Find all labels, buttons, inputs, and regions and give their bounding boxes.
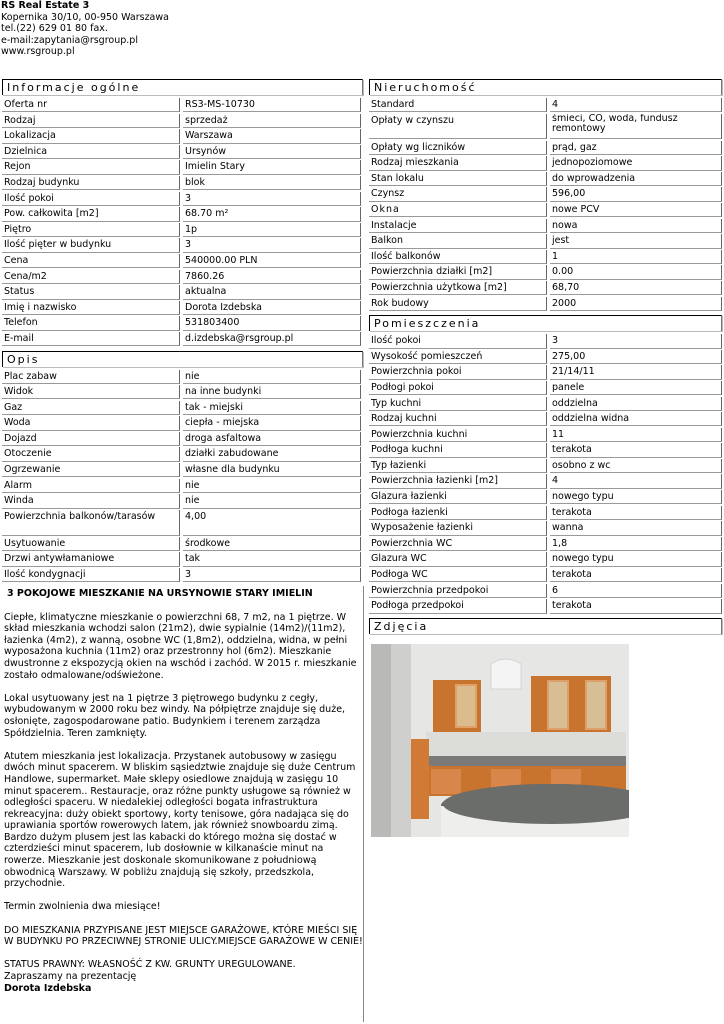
property-label: Instalacje (369, 219, 547, 233)
right-column (369, 79, 722, 637)
property-label: Rodzaj mieszkania (369, 156, 547, 170)
property-value: 0.00 (550, 265, 722, 279)
opis-value: własne dla budynku (183, 463, 361, 477)
agency-email[interactable]: e-mail:zapytania@rsgroup.pl (1, 34, 138, 46)
property-row (369, 141, 722, 157)
general-row (2, 301, 363, 317)
section-general-title: Informacje ogólne (2, 79, 363, 95)
opis-row (2, 552, 363, 568)
property-value: 4 (550, 98, 722, 112)
description-paragraph-1: Ciepłe, klimatyczne mieszkanie o powierzchni 68, 7 m2, na 1 piętrze. W skład mieszkania wchodzi salon (21m2), dwie sypialnie (14m2)/(11m2), łazienka (4m2), z wanną, osobne WC (1,8m2), oddzielna, widna, w pełni wyposażona kuchnia (11m2) oraz przestronny hol (6m2). Mieszkanie dwustronne z ekspozycją okien na wschód i zachód. W 2015 r. mieszkanie zostało odmalowane/odświeżone. (4, 611, 357, 681)
property-table (369, 98, 722, 312)
rooms-row (369, 428, 722, 444)
general-row (2, 332, 363, 348)
description-headline: 3 POKOJOWE MIESZKANIE NA URSYNOWIE STARY IMIELIN (7, 588, 313, 599)
rooms-label: Podłoga łazienki (369, 506, 547, 520)
opis-row (2, 401, 363, 417)
property-value: jednopoziomowe (550, 156, 722, 170)
general-value: sprzedaż (183, 114, 361, 128)
opis-row (2, 568, 363, 584)
legal-status: STATUS PRAWNY: WŁASNOŚĆ Z KW. GRUNTY UREGULOWANE. (4, 959, 296, 971)
section-rooms-title: Pomieszczenia (369, 315, 722, 331)
section-property-title: Nieruchomość (369, 79, 722, 95)
rooms-row (369, 584, 722, 600)
property-label: Ilość balkonów (369, 250, 547, 264)
general-row (2, 129, 363, 145)
description-paragraph-6 (4, 959, 363, 994)
general-row (2, 270, 363, 286)
property-label: Standard (369, 98, 547, 112)
agency-phone: tel.(22) 629 01 80 fax. (1, 23, 108, 34)
general-row (2, 98, 363, 114)
property-label: Stan lokalu (369, 172, 547, 186)
opis-label: Woda (2, 416, 180, 430)
rooms-row (369, 334, 722, 350)
general-label: Rodzaj budynku (2, 176, 180, 190)
general-value: 531803400 (183, 316, 361, 330)
rooms-value: nowego typu (550, 552, 722, 566)
general-label: E-mail (2, 332, 180, 346)
general-value: Ursynów (183, 145, 361, 159)
general-row (2, 207, 363, 223)
agency-website[interactable]: www.rsgroup.pl (1, 46, 75, 57)
agency-header (1, 0, 169, 58)
rooms-row (369, 537, 722, 553)
rooms-value: osobno z wc (550, 459, 722, 473)
general-value: 7860.26 (183, 270, 361, 284)
rooms-label: Ilość pokoi (369, 334, 547, 348)
opis-row (2, 447, 363, 463)
opis-row (2, 416, 363, 432)
property-value: prąd, gaz (550, 141, 722, 155)
property-label: Opłaty wg liczników (369, 141, 547, 155)
general-value: Imielin Stary (183, 160, 361, 174)
property-row (369, 172, 722, 188)
agency-name: RS Real Estate 3 (1, 0, 90, 11)
property-row (369, 234, 722, 250)
rooms-label: Glazura łazienki (369, 490, 547, 504)
general-value: Warszawa (183, 129, 361, 143)
opis-label: Ogrzewanie (2, 463, 180, 477)
rooms-label: Wyposażenie łazienki (369, 521, 547, 535)
rooms-row (369, 365, 722, 381)
rooms-label: Powierzchnia łazienki [m2] (369, 474, 547, 488)
property-value: 1 (550, 250, 722, 264)
general-label: Pow. całkowita [m2] (2, 207, 180, 221)
general-label: Piętro (2, 223, 180, 237)
agency-address: Kopernika 30/10, 00-950 Warszawa (1, 11, 169, 23)
general-row (2, 316, 363, 332)
general-label: Oferta nr (2, 98, 180, 112)
general-row (2, 285, 363, 301)
rooms-value: panele (550, 381, 722, 395)
rooms-row (369, 459, 722, 475)
rooms-row (369, 552, 722, 568)
opis-label: Drzwi antywłamaniowe (2, 552, 180, 566)
opis-row (2, 494, 363, 510)
invitation: Zapraszamy na prezentację (4, 971, 137, 982)
general-label: Imię i nazwisko (2, 301, 180, 315)
property-value: śmieci, CO, woda, fundusz remontowy (550, 114, 722, 140)
general-value: 540000.00 PLN (183, 254, 361, 268)
section-photos-title: Zdjęcia (369, 618, 722, 634)
general-value: aktualna (183, 285, 361, 299)
rooms-label: Wysokość pomieszczeń (369, 350, 547, 364)
property-label: Balkon (369, 234, 547, 248)
property-label: Okna (369, 203, 547, 217)
description-paragraph-3: Atutem mieszkania jest lokalizacja. Przystanek autobusowy w zasięgu dwóch minut spacerem. W bliskim sąsiedztwie znajduje się duże Centrum Handlowe, supermarket. Małe sklepy osiedlowe znajdują w zasięgu 10 minut spacerem.. Restauracje, oraz różne punkty usługowe są również w odległości spaceru. W niedalekiej odległości bogata infrastruktura rekreacyjna: duży obiekt sportowy, korty tenisowe, góra nadająca się do uprawiania sportów rowerowych latem, jak również snowboardu zimą. Bardzo dużym plusem jest las kabacki do którego można się dostać w czterdzieści minut spacerem, lub dosłownie w kilkanaście minut na rowerze. Mieszkanie jest doskonale skomunikowane z południową obwodnicą Warszawy. W pobliżu znajdują się szkoły, przedszkola, przychodnie. (4, 750, 356, 890)
property-row (369, 250, 722, 266)
opis-label: Gaz (2, 401, 180, 415)
general-value: 1p (183, 223, 361, 237)
opis-label: Usytuowanie (2, 537, 180, 551)
general-label: Cena/m2 (2, 270, 180, 284)
general-label: Lokalizacja (2, 129, 180, 143)
general-row (2, 114, 363, 130)
rooms-label: Podłoga przedpokoi (369, 599, 547, 613)
rooms-value: nowego typu (550, 490, 722, 504)
general-label: Ilość pięter w budynku (2, 238, 180, 252)
opis-row (2, 510, 363, 537)
rooms-row (369, 490, 722, 506)
general-label: Dzielnica (2, 145, 180, 159)
general-value: 3 (183, 192, 361, 206)
opis-value: ciepła - miejska (183, 416, 361, 430)
rooms-value: 6 (550, 584, 722, 598)
general-row (2, 223, 363, 239)
kitchen-photo-image (371, 644, 629, 837)
property-label: Powierzchnia działki [m2] (369, 265, 547, 279)
opis-label: Powierzchnia balkonów/tarasów (2, 510, 180, 536)
rooms-value: oddzielna widna (550, 412, 722, 426)
opis-value: na inne budynki (183, 385, 361, 399)
property-label: Czynsz (369, 187, 547, 201)
general-row (2, 145, 363, 161)
opis-row (2, 370, 363, 386)
property-row (369, 219, 722, 235)
opis-label: Winda (2, 494, 180, 508)
opis-value: 3 (183, 568, 361, 582)
general-label: Rodzaj (2, 114, 180, 128)
opis-value: działki zabudowane (183, 447, 361, 461)
general-value: Dorota Izdebska (183, 301, 361, 315)
rooms-value: terakota (550, 443, 722, 457)
rooms-row (369, 397, 722, 413)
opis-value: 4,00 (183, 510, 361, 536)
general-value: RS3-MS-10730 (183, 98, 361, 112)
rooms-row (369, 443, 722, 459)
opis-label: Alarm (2, 479, 180, 493)
opis-value: środkowe (183, 537, 361, 551)
opis-label: Dojazd (2, 432, 180, 446)
rooms-value: 1,8 (550, 537, 722, 551)
description-paragraph-4: Termin zwolnienia dwa miesiące! (4, 901, 161, 913)
rooms-value: 21/14/11 (550, 365, 722, 379)
description-paragraph-2: Lokal usytuowany jest na 1 piętrze 3 piętrowego budynku z cegły, wybudowanym w 2000 roku bez windy. Na półpiętrze znajduje się duże, osłonięte, zagospodarowane patio. Budynkiem i terenem zarządza Spółdzielnia. Teren zamknięty. (4, 692, 346, 739)
opis-table (2, 370, 363, 584)
general-label: Cena (2, 254, 180, 268)
general-table (2, 98, 363, 348)
rooms-label: Podłogi pokoi (369, 381, 547, 395)
property-row (369, 114, 722, 141)
opis-row (2, 537, 363, 553)
rooms-row (369, 521, 722, 537)
property-row (369, 187, 722, 203)
rooms-row (369, 506, 722, 522)
rooms-label: Powierzchnia kuchni (369, 428, 547, 442)
rooms-label: Powierzchnia przedpokoi (369, 584, 547, 598)
general-label: Rejon (2, 160, 180, 174)
rooms-row (369, 412, 722, 428)
general-label: Telefon (2, 316, 180, 330)
rooms-value: wanna (550, 521, 722, 535)
agent-signature: Dorota Izdebska (4, 982, 92, 994)
opis-value: nie (183, 494, 361, 508)
opis-row (2, 463, 363, 479)
rooms-label: Powierzchnia pokoi (369, 365, 547, 379)
opis-value: droga asfaltowa (183, 432, 361, 446)
general-value: 68.70 m² (183, 207, 361, 221)
rooms-label: Glazura WC (369, 552, 547, 566)
property-row (369, 281, 722, 297)
opis-value: tak (183, 552, 361, 566)
opis-row (2, 385, 363, 401)
section-opis-title: Opis (2, 351, 363, 367)
opis-row (2, 432, 363, 448)
opis-row (2, 479, 363, 495)
general-value: 3 (183, 238, 361, 252)
rooms-row (369, 381, 722, 397)
opis-label: Otoczenie (2, 447, 180, 461)
property-value: 68,70 (550, 281, 722, 295)
rooms-value: 3 (550, 334, 722, 348)
rooms-table (369, 334, 722, 615)
rooms-value: oddzielna (550, 397, 722, 411)
property-value: nowe PCV (550, 203, 722, 217)
opis-value: nie (183, 479, 361, 493)
opis-label: Ilość kondygnacji (2, 568, 180, 582)
rooms-label: Podłoga WC (369, 568, 547, 582)
property-row (369, 265, 722, 281)
opis-label: Widok (2, 385, 180, 399)
general-label: Ilość pokoi (2, 192, 180, 206)
rooms-row (369, 474, 722, 490)
rooms-value: terakota (550, 599, 722, 613)
property-value: 2000 (550, 297, 722, 311)
general-row (2, 238, 363, 254)
opis-label: Plac zabaw (2, 370, 180, 384)
general-row (2, 192, 363, 208)
opis-value: nie (183, 370, 361, 384)
rooms-row (369, 599, 722, 615)
rooms-label: Rodzaj kuchni (369, 412, 547, 426)
description-paragraph-5: DO MIESZKANIA PRZYPISANE JEST MIEJSCE GARAŻOWE, KTÓRE MIEŚCI SIĘ W BUDYNKU PO PRZECIWNEJ STRONIE ULICY.MIEJSCE GARAŻOWE W CENIE! (4, 924, 363, 948)
rooms-value: 11 (550, 428, 722, 442)
property-label: Opłaty w czynszu (369, 114, 547, 140)
description (2, 588, 363, 994)
property-value: nowa (550, 219, 722, 233)
rooms-label: Typ kuchni (369, 397, 547, 411)
left-column (2, 79, 363, 584)
general-value: blok (183, 176, 361, 190)
rooms-label: Podłoga kuchni (369, 443, 547, 457)
rooms-label: Typ łazienki (369, 459, 547, 473)
general-value: d.izdebska@rsgroup.pl (183, 332, 361, 346)
rooms-row (369, 568, 722, 584)
property-row (369, 203, 722, 219)
general-label: Status (2, 285, 180, 299)
rooms-value: 275,00 (550, 350, 722, 364)
property-row (369, 98, 722, 114)
property-value: jest (550, 234, 722, 248)
kitchen-photo[interactable] (371, 644, 629, 837)
column-divider (363, 586, 364, 1022)
property-row (369, 156, 722, 172)
rooms-label: Powierzchnia WC (369, 537, 547, 551)
general-row (2, 176, 363, 192)
general-row (2, 160, 363, 176)
opis-value: tak - miejski (183, 401, 361, 415)
general-row (2, 254, 363, 270)
rooms-value: terakota (550, 506, 722, 520)
property-label: Powierzchnia użytkowa [m2] (369, 281, 547, 295)
property-row (369, 297, 722, 313)
rooms-value: terakota (550, 568, 722, 582)
rooms-value: 4 (550, 474, 722, 488)
property-label: Rok budowy (369, 297, 547, 311)
property-value: do wprowadzenia (550, 172, 722, 186)
property-value: 596,00 (550, 187, 722, 201)
rooms-row (369, 350, 722, 366)
